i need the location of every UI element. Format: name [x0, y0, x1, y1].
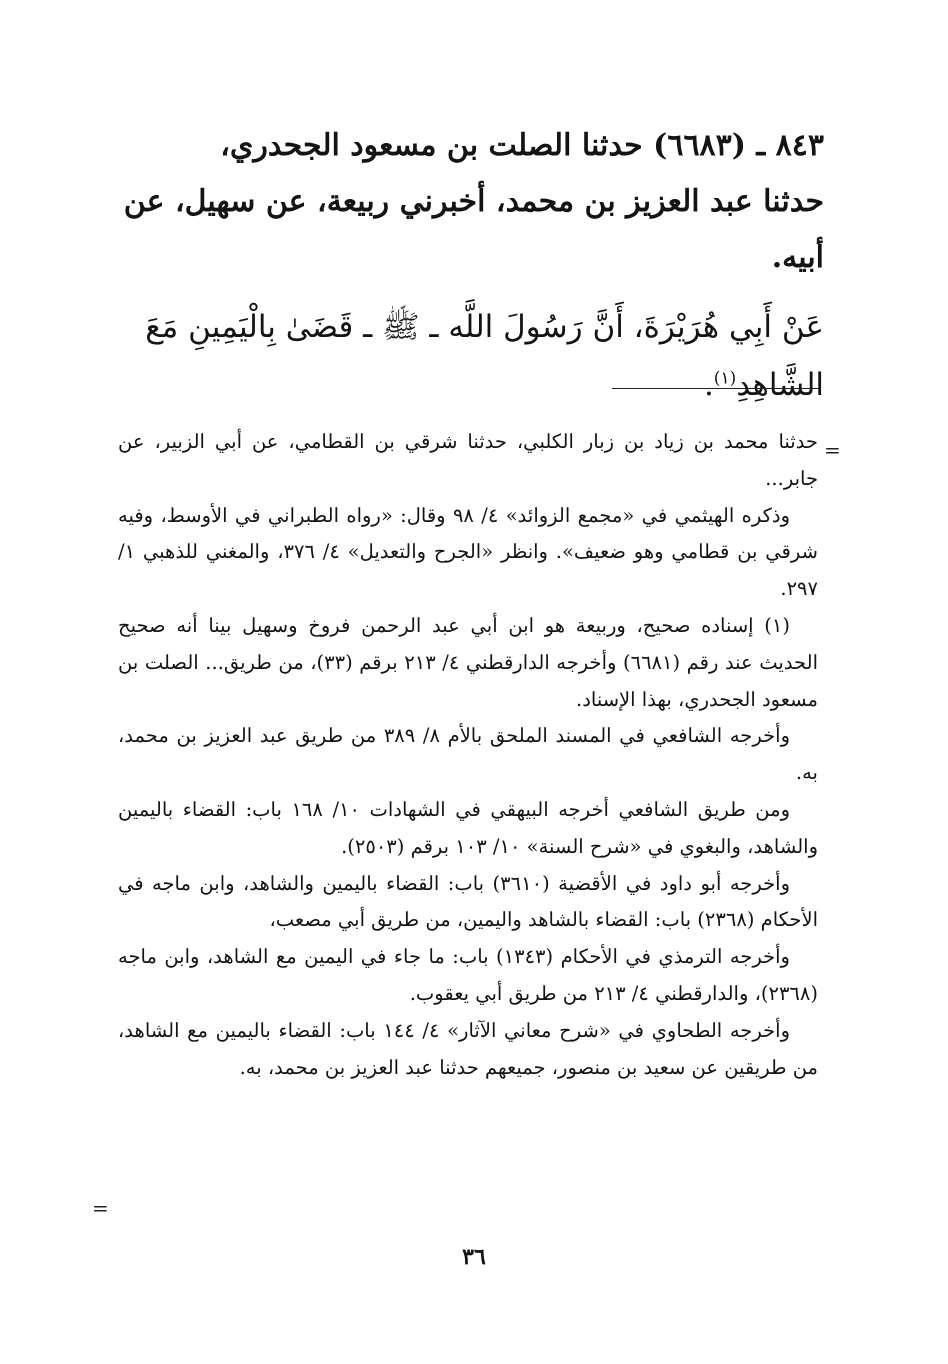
hadith-matn	[118, 298, 824, 414]
continues-mark: =	[92, 1196, 109, 1220]
footnote-bayhaqi: ومن طريق الشافعي أخرجه البيهقي في الشهادات ١٠/ ١٦٨ باب: القضاء باليمين والشاهد، والبغوي في «شرح السنة» ١٠/ ١٠٣ برقم (٢٥٠٣).	[118, 797, 818, 858]
footnote-1: (١) إسناده صحيح، وربيعة هو ابن أبي عبد الرحمن فروخ وسهيل بينا أنه صحيح الحديث عند رقم (٦٦٨١) وأخرجه الدارقطني ٤/ ٢١٣ برقم (٣٣)، من طريق... الصلت بن مسعود الجحدري، بهذا الإسناد.	[118, 613, 818, 711]
footnote-reference: (١)	[713, 368, 737, 389]
isnad-line-2: حدثنا عبد العزيز بن محمد، أخبرني ربيعة، عن سهيل، عن	[123, 184, 824, 219]
hadith-block	[118, 118, 824, 414]
matn-end: .	[703, 367, 714, 403]
continuation-mark: =	[824, 438, 841, 462]
footnote-haythami: وذكره الهيثمي في «مجمع الزوائد» ٤/ ٩٨ وقال: «رواه الطبراني في الأوسط، وفيه شرقي بن قطامي وهو ضعيف». وانظر «الجرح والتعديل» ٤/ ٣٧٦، والمغني للذهبي ١/ ٢٩٧.	[118, 503, 818, 601]
matn-text: عَنْ أَبِي هُرَيْرَةَ، أَنَّ رَسُولَ اللَّه ـ ﷺ ـ قَضَىٰ بِالْيَمِينِ مَعَ الشَّاهِدِ	[145, 309, 824, 403]
footnote-shafii: وأخرجه الشافعي في المسند الملحق بالأم ٨/ ٣٨٩ من طريق عبد العزيز بن محمد، به.	[118, 724, 818, 785]
footnote-tahawi: وأخرجه الطحاوي في «شرح معاني الآثار» ٤/ ١٤٤ باب: القضاء باليمين مع الشاهد، من طريقين عن سعيد بن منصور، جميعهم حدثنا عبد العزيز بن محمد، به.	[118, 1018, 818, 1079]
footnotes-block	[118, 424, 818, 1086]
footnote-continued: حدثنا محمد بن زياد بن زبار الكلبي، حدثنا شرقي بن القطامي، عن أبي الزبير، عن جابر...	[118, 430, 818, 490]
footnote-abudawud: وأخرجه أبو داود في الأقضية (٣٦١٠) باب: القضاء باليمين والشاهد، وابن ماجه في الأحكام (٢٣٦٨) باب: القضاء بالشاهد واليمين، من طريق أبي مصعب،	[118, 871, 818, 932]
isnad-line-1: ٨٤٣ ـ (٦٦٨٣) حدثنا الصلت بن مسعود الجحدري،	[220, 128, 824, 163]
page-number: ٣٦	[462, 1244, 486, 1270]
footnote-separator	[612, 388, 820, 389]
isnad-line-3: أبيه.	[771, 240, 824, 275]
footnote-tirmidhi: وأخرجه الترمذي في الأحكام (١٣٤٣) باب: ما جاء في اليمين مع الشاهد، وابن ماجه (٢٣٦٨)، والدارقطني ٤/ ٢١٣ من طريق أبي يعقوب.	[118, 945, 818, 1005]
